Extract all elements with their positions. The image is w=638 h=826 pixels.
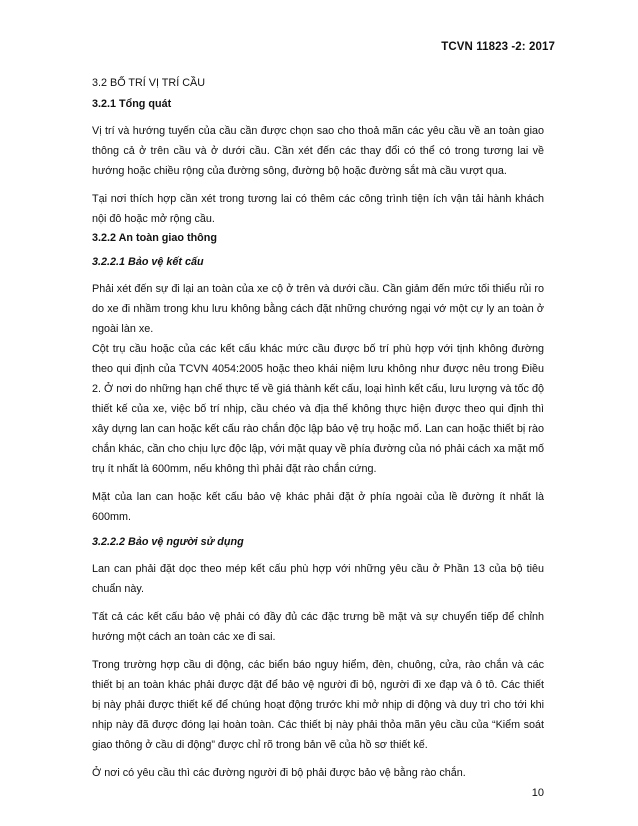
paragraph: Tại nơi thích hợp cần xét trong tương lai có thêm các công trình tiện ích vận tải hành khách nội đô hoặc mở rộng cầu. [92,193,544,225]
subsubsection-heading-structure-protection: 3.2.2.1 Bảo vệ kết cấu [92,256,204,268]
paragraph: Tất cả các kết cấu bảo vệ phải có đầy đủ các đặc trưng bề mặt và sự chuyển tiếp để chỉnh hướng một cách an toàn các xe đi sai. [92,611,544,643]
paragraph: Ở nơi có yêu cầu thì các đường người đi bộ phải được bảo vệ bằng rào chắn. [92,767,466,779]
subsubsection-heading-user-protection: 3.2.2.2 Bảo vệ người sử dụng [92,536,244,548]
standard-code-header: TCVN 11823 -2: 2017 [441,41,555,53]
paragraph: Mặt của lan can hoặc kết cấu bảo vệ khác phải đặt ở phía ngoài của lề đường ít nhất là 600mm. [92,491,544,523]
paragraph: Trong trường hợp cầu di động, các biển báo nguy hiểm, đèn, chuông, cửa, rào chắn và các thiết bị an toàn khác phải được đặt để bảo vệ người đi bộ, người đi xe đạp và ô tô. Các thiết bị này phải được thiết kế để chúng hoạt động trước khi mở nhịp di động và duy trì cho tới khi nhịp này đã được đóng lại hoàn toàn. Các thiết bị này phải thỏa mãn yêu cầu của “Kiểm soát giao thông ở cầu di động” được chỉ rõ trong bản vẽ của hồ sơ thiết kế. [92,659,544,751]
paragraph: Lan can phải đặt dọc theo mép kết cấu phù hợp với những yêu cầu ở Phần 13 của bộ tiêu chuẩn này. [92,563,544,595]
subsection-heading-traffic-safety: 3.2.2 An toàn giao thông [92,232,217,244]
section-heading: 3.2 BỐ TRÍ VỊ TRÍ CẦU [92,77,205,89]
document-body [92,76,544,791]
paragraph: Phải xét đến sự đi lại an toàn của xe cộ ở trên và dưới cầu. Cần giảm đến mức tối thiểu rủi ro do xe đi nhầm trong khu lưu không bằng cách đặt những chướng ngại vớ một cự ly an toàn ở ngoài làn xe. [92,283,544,335]
page-number: 10 [531,787,544,799]
subsection-heading-general: 3.2.1 Tổng quát [92,98,172,110]
paragraph: Cột trụ cầu hoặc của các kết cấu khác mức cầu được bố trí phù hợp với tịnh không đường theo qui định của TCVN 4054:2005 hoặc theo khái niệm lưu không như được nêu trong Điều 2. Ở nơi do những hạn chế thực tế về giá thành kết cấu, loại hình kết cấu, lưu lượng và tốc độ thiết kế của xe, việc bố trí nhịp, cầu chéo và địa thế không thực hiện được theo qui định thì xây dựng lan can hoặc kết cấu rào chắn độc lập bảo vệ trụ hoặc mố. Lan can hoặc thiết bị rào chắn khác, cần cho chịu lực độc lập, với mặt quay về phía đường của nó phải cách xa mặt mố trụ ít nhất là 600mm, nếu không thì phải đặt rào chắn cứng. [92,343,544,475]
paragraph: Vị trí và hướng tuyến của cầu cần được chọn sao cho thoả mãn các yêu cầu về an toàn giao thông cả ở trên cầu và ở dưới cầu. Cần xét đến các thay đổi có thể có trong tương lai về hướng hoặc chiều rộng của đường sông, đường bộ hoặc đường sắt mà cầu vượt qua. [92,125,544,177]
